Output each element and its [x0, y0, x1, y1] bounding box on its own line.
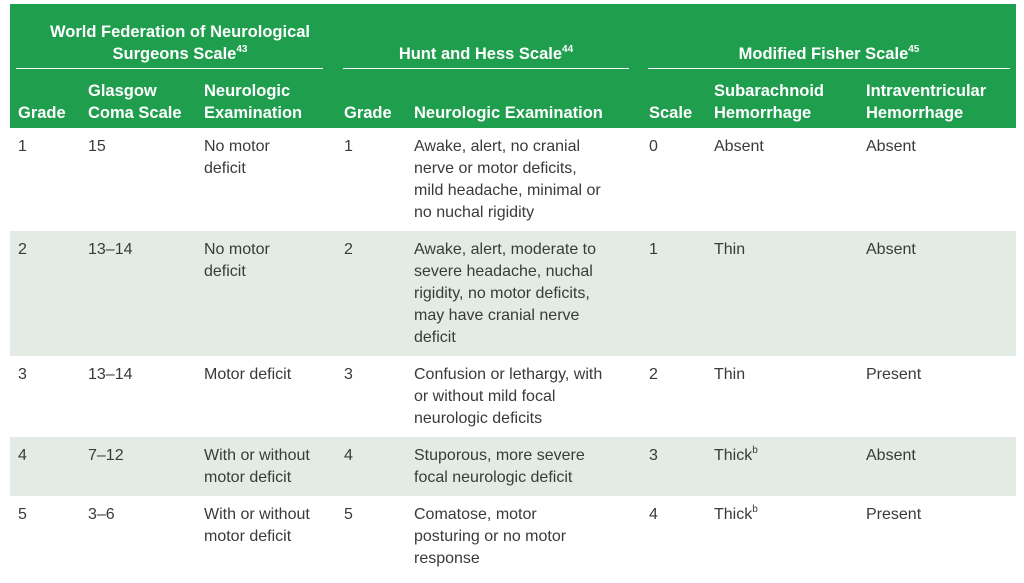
cell-gcs — [88, 136, 106, 158]
col-ivh-label-line1: Intraventricular — [866, 82, 987, 100]
col-wfns-grade-label: Grade — [18, 104, 66, 122]
cell-text: 4 — [344, 447, 353, 464]
cell-line: No motor — [204, 241, 270, 258]
cell-text: 4 — [18, 447, 27, 464]
fisher-reference: 45 — [908, 44, 920, 55]
cell-sah — [714, 364, 745, 386]
cell-hh-exam — [414, 364, 602, 430]
cell-sah — [714, 504, 758, 526]
cell-gcs — [88, 504, 115, 526]
cell-wfns-exam — [204, 239, 270, 283]
wfns-reference: 43 — [236, 44, 248, 55]
col-ivh-label-line2: Hemorrhage — [866, 104, 964, 122]
col-gcs-label-line1: Glasgow — [88, 82, 157, 100]
footnote-marker: b — [752, 445, 758, 456]
cell-ivh — [866, 504, 921, 526]
cell-text: Present — [866, 506, 922, 523]
hunt-hess-group-rule — [343, 68, 629, 69]
cell-sah — [714, 136, 764, 158]
cell-text: Present — [866, 366, 922, 383]
cell-hh-grade — [344, 239, 353, 261]
cell-text: 2 — [18, 241, 27, 258]
cell-line: severe headache, nuchal — [414, 263, 593, 280]
col-subarachnoid-hemorrhage — [714, 80, 824, 124]
cell-ivh — [866, 445, 916, 467]
table-row — [10, 437, 1016, 496]
col-sah-label-line1: Subarachnoid — [714, 82, 825, 100]
cell-text: Absent — [866, 447, 916, 464]
col-sah-label-line2: Hemorrhage — [714, 104, 812, 122]
cell-text: 5 — [18, 506, 27, 523]
cell-text: Thin — [714, 241, 746, 258]
cell-wfns-exam — [204, 504, 310, 548]
cell-line: No motor — [204, 138, 270, 155]
col-wfns-exam-label-line2: Examination — [204, 104, 303, 122]
cell-line: may have cranial nerve — [414, 307, 580, 324]
hunt-hess-group-name: Hunt and Hess Scale — [398, 45, 563, 63]
cell-text: Absent — [866, 241, 916, 258]
cell-hh-grade — [344, 364, 353, 386]
cell-scale — [649, 239, 658, 261]
cell-ivh — [866, 136, 916, 158]
cell-scale — [649, 504, 658, 526]
cell-hh-exam — [414, 504, 566, 570]
col-intraventricular-hemorrhage — [866, 80, 986, 124]
cell-ivh — [866, 364, 921, 386]
cell-line: motor deficit — [204, 469, 292, 486]
cell-line: nerve or motor deficits, — [414, 160, 577, 177]
cell-scale — [649, 445, 658, 467]
cell-line: deficit — [414, 329, 456, 346]
fisher-group-title — [648, 43, 1010, 65]
cell-hh-grade — [344, 445, 353, 467]
cell-text: 2 — [344, 241, 353, 258]
cell-wfns-grade — [18, 239, 27, 261]
cell-line: posturing or no motor — [414, 528, 567, 545]
cell-text: 1 — [18, 138, 27, 155]
hunt-hess-reference: 44 — [562, 44, 574, 55]
cell-line: Motor deficit — [204, 366, 292, 383]
cell-line: rigidity, no motor deficits, — [414, 285, 590, 302]
col-wfns-neurologic-exam — [204, 80, 302, 124]
col-hh-grade-label: Grade — [344, 104, 392, 122]
fisher-group-name: Modified Fisher Scale — [738, 45, 909, 63]
cell-wfns-exam — [204, 136, 270, 180]
cell-line: response — [414, 550, 480, 567]
cell-text: Absent — [866, 138, 916, 155]
cell-line: Awake, alert, no cranial — [414, 138, 581, 155]
cell-text: 3 — [344, 366, 353, 383]
col-hh-neurologic-exam — [414, 102, 603, 124]
cell-line: Comatose, motor — [414, 506, 537, 523]
wfns-group-title-line2 — [22, 43, 338, 65]
col-fisher-scale — [649, 102, 692, 124]
col-hh-grade — [344, 102, 392, 124]
cell-gcs — [88, 364, 133, 386]
cell-line: deficit — [204, 263, 246, 280]
fisher-group-rule — [648, 68, 1010, 69]
cell-wfns-grade — [18, 136, 27, 158]
cell-line: Awake, alert, moderate to — [414, 241, 597, 258]
cell-text: 3 — [649, 447, 658, 464]
cell-text: 15 — [88, 138, 106, 155]
cell-gcs — [88, 239, 133, 261]
table-row — [10, 356, 1016, 437]
cell-line: Confusion or lethargy, with — [414, 366, 603, 383]
cell-text: Thick — [714, 447, 753, 464]
cell-text: Absent — [714, 138, 764, 155]
table-row — [10, 231, 1016, 356]
col-gcs-label-line2: Coma Scale — [88, 104, 182, 122]
cell-text: 5 — [344, 506, 353, 523]
cell-text: 7–12 — [88, 447, 124, 464]
cell-wfns-grade — [18, 364, 27, 386]
cell-text: 4 — [649, 506, 658, 523]
cell-line: With or without — [204, 447, 310, 464]
cell-scale — [649, 364, 658, 386]
cell-wfns-grade — [18, 504, 27, 526]
cell-text: 1 — [344, 138, 353, 155]
cell-hh-grade — [344, 136, 353, 158]
cell-line: mild headache, minimal or — [414, 182, 601, 199]
cell-text: 3–6 — [88, 506, 115, 523]
cell-sah — [714, 239, 745, 261]
hunt-hess-group-title — [343, 43, 629, 65]
wfns-group-title — [22, 21, 338, 65]
cell-text: 2 — [649, 366, 658, 383]
col-hh-exam-label: Neurologic Examination — [414, 104, 603, 122]
cell-hh-exam — [414, 445, 585, 489]
cell-line: neurologic deficits — [414, 410, 543, 427]
cell-line: deficit — [204, 160, 246, 177]
cell-line: motor deficit — [204, 528, 292, 545]
cell-text: 13–14 — [88, 366, 133, 383]
cell-wfns-grade — [18, 445, 27, 467]
cell-line: With or without — [204, 506, 310, 523]
cell-hh-exam — [414, 136, 601, 224]
table-row — [10, 496, 1016, 583]
cell-line: or without mild focal — [414, 388, 556, 405]
col-wfns-grade — [18, 102, 66, 124]
wfns-group-rule — [16, 68, 323, 69]
cell-ivh — [866, 239, 916, 261]
cell-wfns-exam — [204, 364, 291, 386]
col-glasgow-coma-scale — [88, 80, 182, 124]
table-header — [10, 4, 1016, 128]
table-row — [10, 128, 1016, 231]
cell-sah — [714, 445, 758, 467]
cell-text: Thin — [714, 366, 746, 383]
col-scale-label: Scale — [649, 104, 693, 122]
footnote-marker: b — [752, 504, 758, 515]
cell-scale — [649, 136, 658, 158]
cell-text: 3 — [18, 366, 27, 383]
cell-hh-exam — [414, 239, 596, 349]
cell-line: focal neurologic deficit — [414, 469, 573, 486]
wfns-group-title-line1: World Federation of Neurological — [49, 23, 311, 41]
cell-line: Stuporous, more severe — [414, 447, 585, 464]
cell-text: 13–14 — [88, 241, 133, 258]
col-wfns-exam-label-line1: Neurologic — [204, 82, 291, 100]
wfns-group-name: Surgeons Scale — [112, 45, 237, 63]
cell-text: 0 — [649, 138, 658, 155]
cell-hh-grade — [344, 504, 353, 526]
cell-text: Thick — [714, 506, 753, 523]
cell-text: 1 — [649, 241, 658, 258]
cell-line: no nuchal rigidity — [414, 204, 535, 221]
cell-wfns-exam — [204, 445, 310, 489]
cell-gcs — [88, 445, 124, 467]
